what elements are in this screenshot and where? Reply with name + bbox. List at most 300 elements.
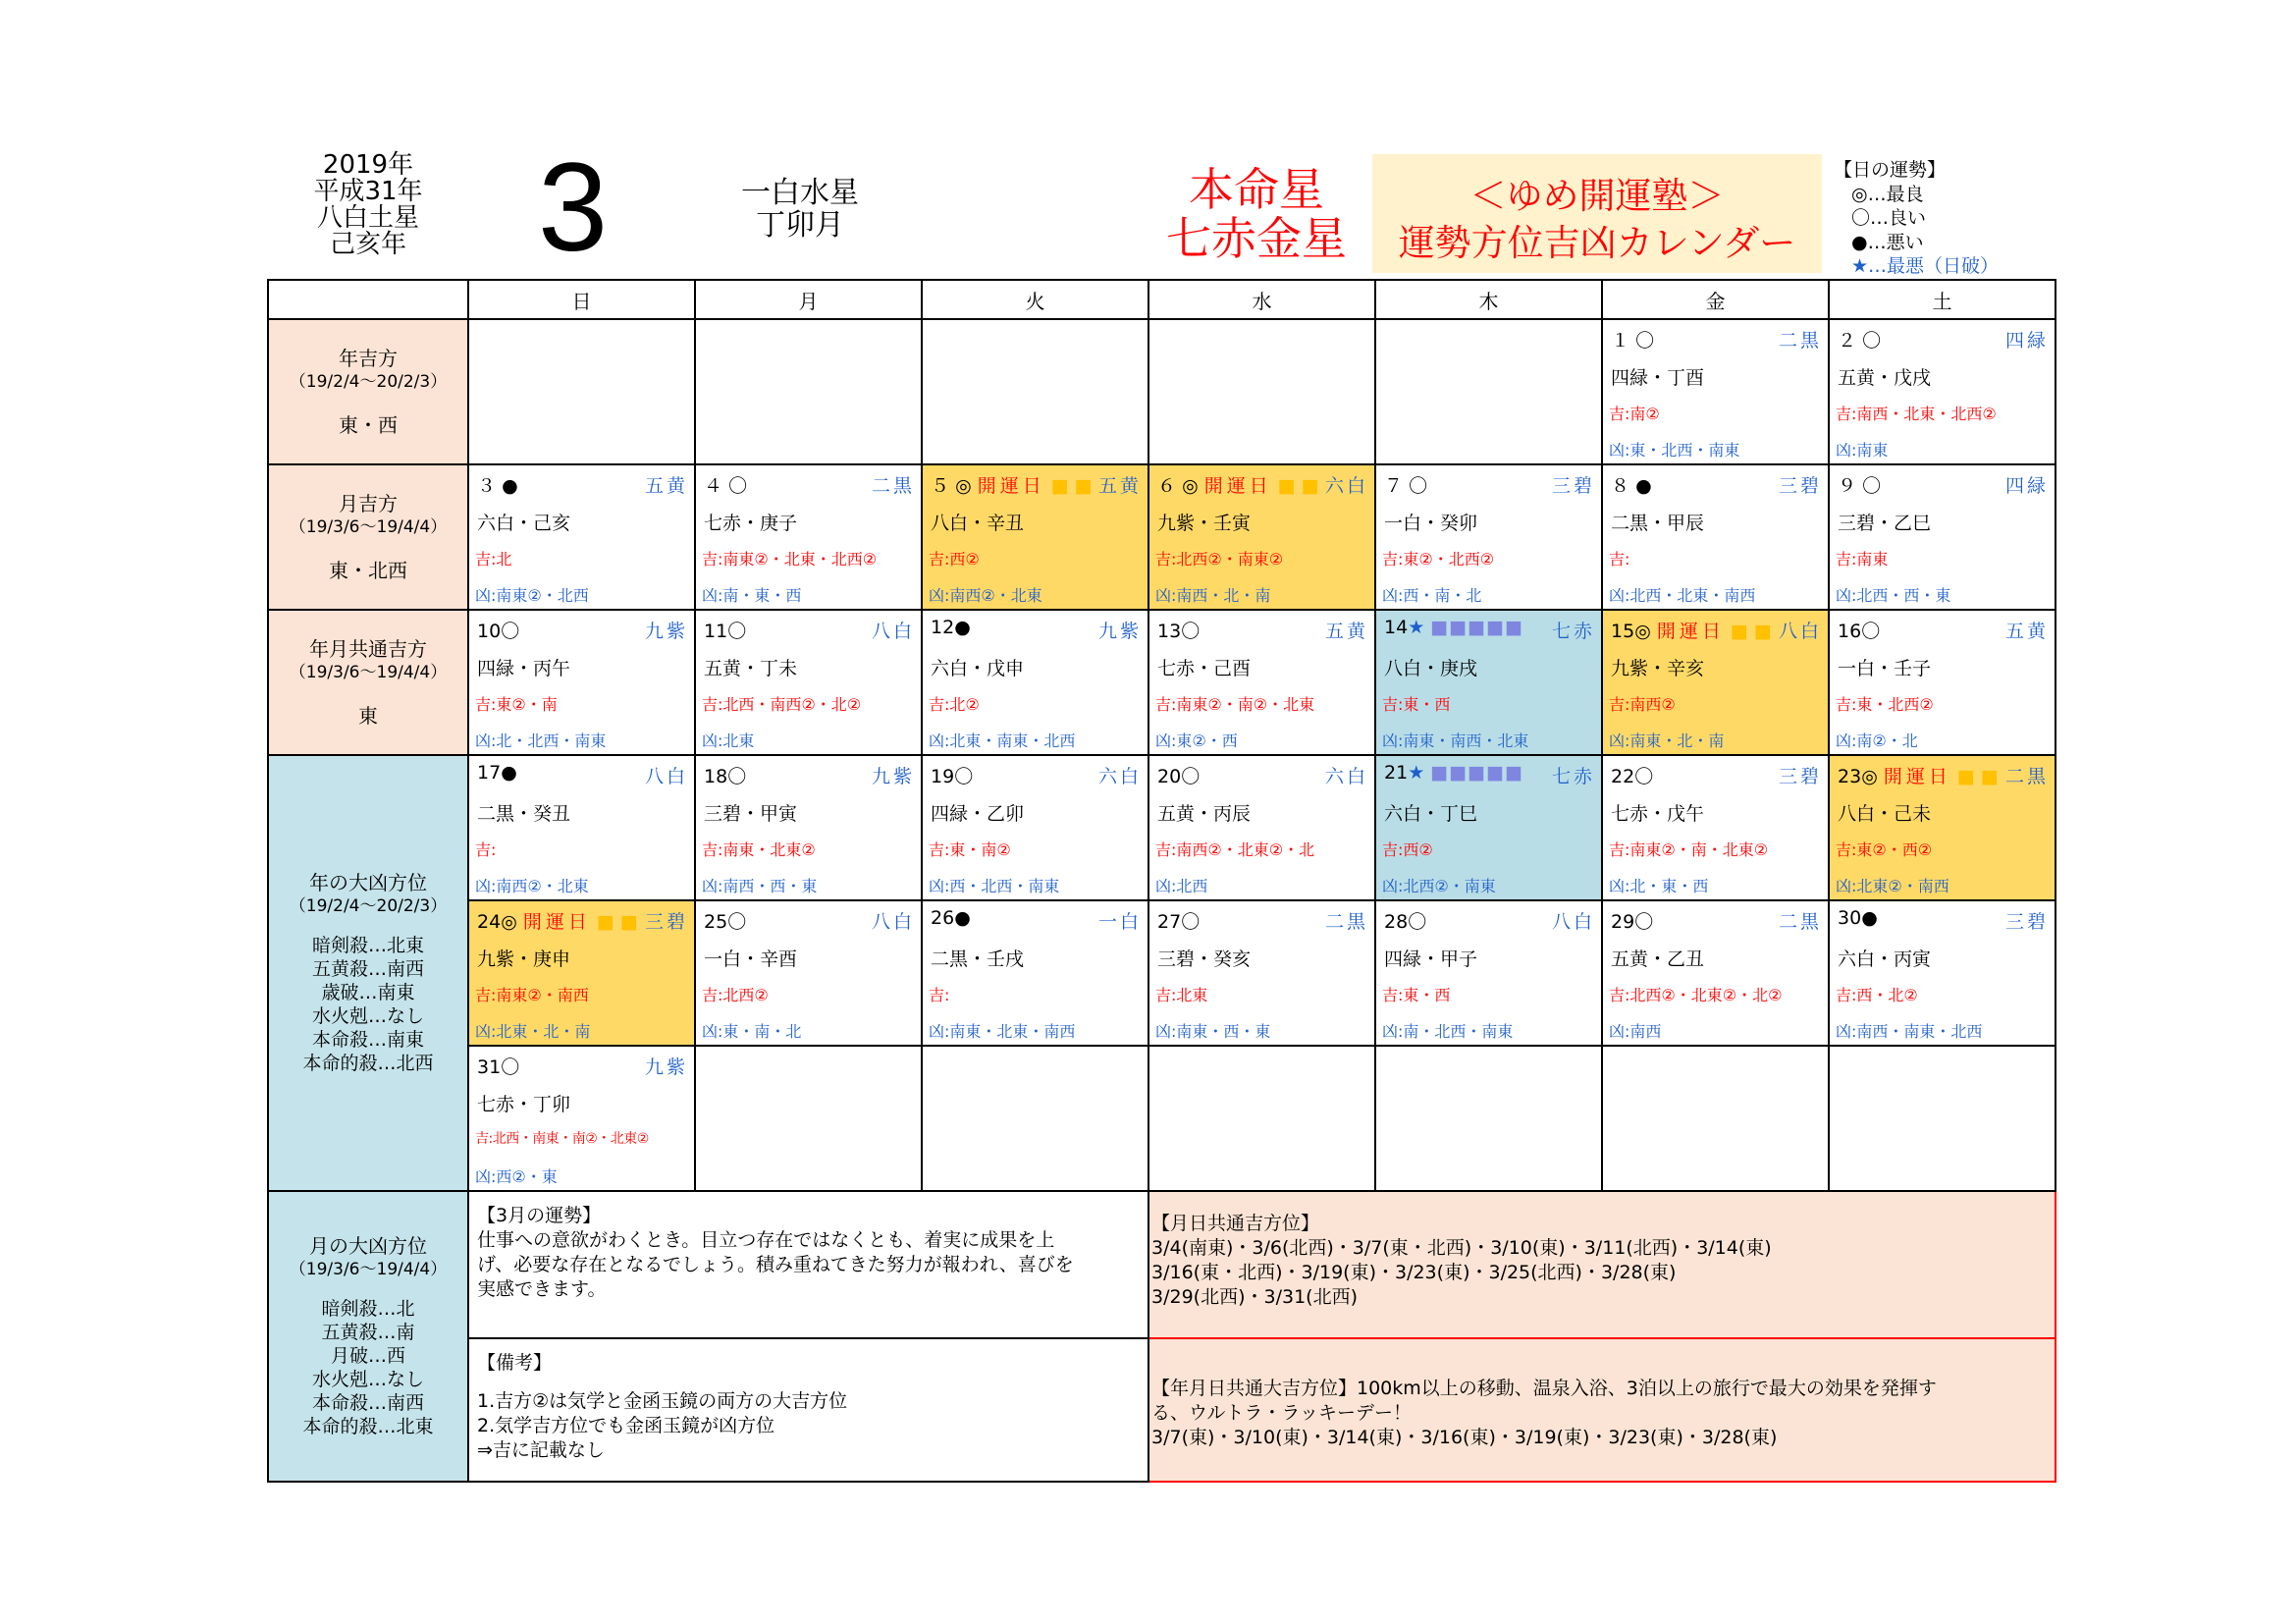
sidebar-line: 暗剣殺…北東	[311, 935, 424, 956]
day-star: 八白	[871, 911, 915, 933]
day-unlucky-direction: 凶:西・北西・南東	[929, 877, 1060, 895]
empty-day-cell	[1148, 319, 1375, 464]
brand-banner	[1372, 154, 1822, 273]
day-lucky-direction: 吉:南東②・南西	[475, 986, 589, 1004]
day-cell-31[interactable]	[468, 1046, 695, 1191]
note-line: 3/4(南東)・3/6(北西)・3/7(東・北西)・3/10(東)・3/11(北西)・3/14(東)	[1151, 1237, 1772, 1259]
day-star: 二黒	[1778, 911, 1822, 933]
sidebar-line: 水火剋…なし	[311, 1005, 424, 1027]
day-cell-15[interactable]	[1602, 610, 1829, 755]
day-lucky-direction: 吉:南東②・北東・北西②	[702, 550, 878, 568]
day-lucky-direction: 吉:南東②・南②・北東	[1155, 695, 1315, 714]
day-lucky-direction: 吉:東②・西②	[1836, 840, 1933, 859]
nippa-squares-icon: ■■■■■	[1430, 762, 1524, 784]
sidebar-line: 歳破…南東	[321, 982, 415, 1003]
sidebar-title: 月の大凶方位	[309, 1234, 427, 1258]
day-unlucky-direction: 凶:北東	[702, 731, 755, 750]
fortune-mark: 〇	[1408, 911, 1427, 933]
day-kanshi: 七赤・戊午	[1611, 803, 1705, 825]
day-header	[1384, 471, 1595, 497]
day-unlucky-direction: 凶:南西・西・東	[702, 877, 818, 895]
day-number: 22	[1611, 766, 1635, 787]
empty-day-cell	[1375, 319, 1602, 464]
calendar-grid	[267, 279, 2056, 1483]
fortune-mark: 〇	[1635, 330, 1655, 352]
day-kanshi: 二黒・壬戌	[931, 948, 1025, 970]
day-number: ４	[704, 475, 723, 497]
kaiun-squares-icon: ■ ■	[1956, 766, 1999, 787]
day-cell-24[interactable]	[468, 900, 695, 1046]
day-star: 八白	[871, 621, 915, 642]
day-cell-10[interactable]	[468, 610, 695, 755]
day-star: 三碧	[1778, 766, 1822, 787]
legend-title: 【日の運勢】	[1834, 159, 1947, 181]
day-lucky-direction: 吉:北東	[1155, 986, 1208, 1004]
kaiun-day-label: 開運日	[977, 475, 1045, 497]
day-number: 16	[1838, 621, 1862, 642]
day-star: 三碧	[644, 911, 688, 933]
day-lucky-direction: 吉:北西・南西②・北②	[702, 695, 862, 714]
day-cell-9[interactable]	[1829, 464, 2056, 610]
day-cell-23[interactable]	[1829, 755, 2056, 900]
note-line: 3/16(東・北西)・3/19(東)・3/23(東)・3/25(北西)・3/28(東)	[1151, 1262, 1677, 1283]
brand-line: 運勢方位吉凶カレンダー	[1398, 222, 1796, 264]
day-unlucky-direction: 凶:南東・南西・北東	[1382, 731, 1529, 750]
day-kanshi: 二黒・甲辰	[1611, 513, 1705, 534]
day-star: 五黄	[1097, 475, 1142, 497]
day-number: 20	[1157, 766, 1182, 787]
day-header	[931, 907, 1142, 933]
sidebar-nengetsu-kichi	[268, 610, 468, 755]
day-cell-2[interactable]	[1829, 319, 2056, 464]
day-cell-21[interactable]	[1375, 755, 1602, 900]
day-kanshi: 七赤・己酉	[1157, 658, 1252, 679]
year-line: 2019年	[322, 150, 414, 180]
day-header	[477, 617, 688, 642]
day-kanshi: 三碧・甲寅	[704, 803, 798, 825]
legend-item: ●…悪い	[1851, 231, 1924, 253]
day-lucky-direction: 吉:北西・南東・南②・北東②	[475, 1131, 649, 1147]
day-unlucky-direction: 凶:北西・北東・南西	[1609, 586, 1756, 605]
month-number: 3	[538, 137, 609, 278]
day-header	[1611, 907, 1822, 933]
sidebar-line: 月破…西	[330, 1345, 405, 1367]
day-lucky-direction: 吉:北西②・北東②・北②	[1609, 986, 1783, 1004]
kaiun-day-label: 開運日	[522, 911, 591, 933]
sidebar-nen-kichi	[268, 319, 468, 464]
day-unlucky-direction: 凶:北東②・南西	[1836, 877, 1949, 895]
day-lucky-direction: 吉:南東・北東②	[702, 840, 816, 859]
day-lucky-direction: 吉:西・北②	[1836, 986, 1918, 1004]
day-unlucky-direction: 凶:東・南・北	[702, 1022, 802, 1041]
year-line: 平成31年	[313, 177, 423, 206]
year-month-day-great-lucky-directions	[1148, 1338, 2056, 1482]
empty-day-cell	[1148, 1046, 1375, 1191]
day-kanshi: 八白・辛丑	[931, 513, 1025, 534]
day-unlucky-direction: 凶:南東・北東・南西	[929, 1022, 1076, 1041]
day-unlucky-direction: 凶:南・北西・南東	[1382, 1022, 1514, 1041]
day-lucky-direction: 吉:	[1609, 550, 1630, 568]
day-unlucky-direction: 凶:南東	[1836, 441, 1889, 460]
fortune-mark: ●	[1861, 907, 1878, 929]
day-header	[1838, 617, 2049, 642]
day-number: ３	[477, 475, 497, 497]
fortune-mark: ◎	[955, 475, 972, 497]
day-kanshi: 三碧・癸亥	[1157, 948, 1252, 970]
day-unlucky-direction: 凶:北東・北・南	[475, 1022, 591, 1041]
sidebar-line: 本命的殺…北西	[302, 1053, 434, 1074]
day-cell-13[interactable]	[1148, 610, 1375, 755]
empty-day-cell	[695, 1046, 922, 1191]
day-kanshi: 九紫・庚申	[477, 948, 571, 970]
legend-item: ◎…最良	[1851, 183, 1924, 205]
day-cell-5[interactable]	[922, 464, 1148, 610]
day-unlucky-direction: 凶:北西②・南東	[1382, 877, 1496, 895]
day-star: 八白	[644, 766, 688, 787]
day-kanshi: 九紫・壬寅	[1157, 513, 1252, 534]
day-cell-4[interactable]	[695, 464, 922, 610]
day-star: 五黄	[2004, 621, 2049, 642]
kaiun-squares-icon: ■ ■	[596, 911, 638, 933]
fortune-mark: 〇	[1861, 621, 1881, 642]
weekday-sun: 日	[468, 280, 695, 319]
day-star: 三碧	[2004, 911, 2049, 933]
day-kanshi: 四緑・丙午	[477, 658, 571, 679]
empty-day-cell	[1829, 1046, 2056, 1191]
week-row	[268, 1046, 2056, 1191]
day-number: ５	[931, 475, 950, 497]
day-kanshi: 七赤・丁卯	[477, 1094, 571, 1115]
day-cell-30[interactable]	[1829, 900, 2056, 1046]
day-star: 九紫	[644, 621, 688, 642]
day-kanshi: 一白・癸卯	[1384, 513, 1478, 534]
sidebar-line: 水火剋…なし	[311, 1369, 424, 1390]
day-star: 二黒	[1324, 911, 1368, 933]
day-kanshi: 五黄・丙辰	[1157, 803, 1252, 825]
day-star: 六白	[1324, 475, 1368, 497]
day-number: ８	[1611, 475, 1630, 497]
weekday-header-row	[268, 280, 2056, 319]
legend-item-worst: ★…最悪（日破）	[1851, 255, 2000, 277]
day-cell-6[interactable]	[1148, 464, 1375, 610]
day-unlucky-direction: 凶:北・東・西	[1609, 877, 1709, 895]
day-header	[1838, 762, 2049, 787]
day-star: 二黒	[871, 475, 915, 497]
day-number: 25	[704, 911, 728, 933]
fortune-mark: 〇	[727, 621, 747, 642]
note-line: ⇒吉に記載なし	[477, 1439, 605, 1461]
day-kanshi: 三碧・乙巳	[1838, 513, 1932, 534]
honmei-title	[1139, 165, 1374, 263]
kaiun-squares-icon: ■ ■	[1277, 475, 1319, 497]
day-lucky-direction: 吉:南東	[1836, 550, 1889, 568]
note-line: 1.吉方②は気学と金函玉鏡の両方の大吉方位	[477, 1390, 848, 1412]
day-header	[1611, 326, 1822, 352]
day-lucky-direction: 吉:南②	[1609, 405, 1660, 423]
day-kanshi: 五黄・戊戌	[1838, 367, 1932, 389]
sidebar-period: （19/2/4～20/2/3）	[289, 372, 448, 392]
day-lucky-direction: 吉:南西②	[1609, 695, 1676, 714]
day-lucky-direction: 吉:南西②・北東②・北	[1155, 840, 1315, 859]
fortune-mark: 〇	[727, 911, 747, 933]
weekday-tue: 火	[922, 280, 1148, 319]
note-title: 【月日共通吉方位】	[1151, 1213, 1320, 1234]
day-cell-26[interactable]	[922, 900, 1148, 1046]
day-header	[1838, 471, 2049, 497]
day-kanshi: 七赤・庚子	[704, 513, 798, 534]
fortune-mark: ◎	[1182, 475, 1199, 497]
day-number: ６	[1157, 475, 1177, 497]
day-kanshi: 四緑・乙卯	[931, 803, 1025, 825]
day-header	[477, 1053, 688, 1078]
day-cell-28[interactable]	[1375, 900, 1602, 1046]
day-cell-1[interactable]	[1602, 319, 1829, 464]
day-star: 一白	[1097, 911, 1142, 933]
sidebar-tsuki-kichi	[268, 464, 468, 610]
fortune-mark: 〇	[728, 475, 748, 497]
day-unlucky-direction: 凶:東・北西・南東	[1609, 441, 1740, 460]
day-cell-20[interactable]	[1148, 755, 1375, 900]
empty-day-cell	[695, 319, 922, 464]
day-header	[931, 762, 1142, 787]
weekday-corner	[268, 280, 468, 319]
day-unlucky-direction: 凶:南西	[1609, 1022, 1662, 1041]
fortune-mark: 〇	[1181, 911, 1201, 933]
fortune-mark: ●	[954, 617, 971, 638]
brand-line: ＜ゆめ開運塾＞	[1469, 175, 1725, 217]
legend-item: 〇…良い	[1851, 207, 1927, 229]
day-number: 21	[1384, 762, 1409, 784]
fortune-mark: 〇	[1634, 911, 1654, 933]
day-star: 八白	[1778, 621, 1822, 642]
day-unlucky-direction: 凶:東②・西	[1155, 731, 1238, 750]
note-title: 【3月の運勢】	[477, 1205, 602, 1226]
sidebar-period: （19/3/6～19/4/4）	[289, 1260, 448, 1279]
weekday-fri: 金	[1602, 280, 1829, 319]
day-number: 30	[1838, 907, 1862, 929]
fortune-mark: 〇	[1181, 621, 1201, 642]
day-kanshi: 八白・己未	[1838, 803, 1932, 825]
sidebar-value: 東・北西	[329, 559, 407, 582]
day-header	[477, 762, 688, 787]
day-unlucky-direction: 凶:南西・南東・北西	[1836, 1022, 1983, 1041]
day-unlucky-direction: 凶:南東②・北西	[475, 586, 589, 605]
day-star: 四緑	[2004, 330, 2049, 352]
day-kanshi: 一白・辛酉	[704, 948, 798, 970]
day-header	[1838, 907, 2049, 933]
day-star: 六白	[1324, 766, 1368, 787]
day-kanshi: 四緑・丁酉	[1611, 367, 1705, 389]
fortune-mark: ●	[502, 475, 518, 497]
day-number: 31	[477, 1056, 502, 1078]
day-star: 二黒	[2004, 766, 2049, 787]
year-info	[294, 152, 442, 258]
fortune-mark: ◎	[501, 911, 517, 933]
fortune-mark: ◎	[1861, 766, 1878, 787]
day-header	[931, 617, 1142, 642]
month-line: 丁卯月	[756, 208, 844, 243]
day-number: 28	[1384, 911, 1409, 933]
week-row	[268, 319, 2056, 464]
honmei-line: 七赤金星	[1166, 212, 1347, 265]
day-header	[1384, 762, 1595, 787]
day-star: 三碧	[1778, 475, 1822, 497]
fortune-mark: 〇	[1862, 330, 1882, 352]
week-row	[268, 464, 2056, 610]
day-number: 11	[704, 621, 728, 642]
day-cell-17[interactable]	[468, 755, 695, 900]
day-cell-19[interactable]	[922, 755, 1148, 900]
day-cell-3[interactable]	[468, 464, 695, 610]
day-kanshi: 五黄・乙丑	[1611, 948, 1705, 970]
day-number: ９	[1838, 475, 1857, 497]
year-line: 八白土星	[316, 203, 419, 233]
day-kanshi: 二黒・癸丑	[477, 803, 571, 825]
note-line: 【年月日共通大吉方位】100km以上の移動、温泉入浴、3泊以上の旅行で最大の効果を発揮す	[1151, 1378, 1937, 1399]
remarks-note	[468, 1338, 1148, 1482]
kaiun-day-label: 開運日	[1656, 621, 1725, 642]
day-kanshi: 五黄・丁未	[704, 658, 798, 679]
note-line: る、ウルトラ・ラッキーデー！	[1151, 1402, 1413, 1424]
week-row	[268, 610, 2056, 755]
day-number: 10	[477, 621, 502, 642]
day-lucky-direction: 吉:東・西	[1382, 986, 1451, 1004]
day-lucky-direction: 吉:北西②	[702, 986, 769, 1004]
day-cell-18[interactable]	[695, 755, 922, 900]
sidebar-period: （19/3/6～19/4/4）	[289, 517, 448, 537]
day-star: 五黄	[1324, 621, 1368, 642]
day-star: 二黒	[1778, 330, 1822, 352]
day-header	[1838, 326, 2049, 352]
day-star: 九紫	[871, 766, 915, 787]
day-lucky-direction: 吉:南西・北東・北西②	[1836, 405, 1997, 423]
note-line: 実感できます。	[477, 1278, 607, 1300]
day-number: 18	[704, 766, 728, 787]
day-unlucky-direction: 凶:北西・西・東	[1836, 586, 1951, 605]
day-cell-11[interactable]	[695, 610, 922, 755]
day-number: 27	[1157, 911, 1182, 933]
day-cell-12[interactable]	[922, 610, 1148, 755]
day-cell-25[interactable]	[695, 900, 922, 1046]
day-unlucky-direction: 凶:南東・西・東	[1155, 1022, 1271, 1041]
day-unlucky-direction: 凶:南東・北・南	[1609, 731, 1725, 750]
kaiun-day-label: 開運日	[1883, 766, 1951, 787]
day-header	[704, 907, 915, 933]
sidebar-value: 東	[358, 704, 378, 728]
day-cell-8[interactable]	[1602, 464, 1829, 610]
day-unlucky-direction: 凶:南西・北・南	[1155, 586, 1271, 605]
day-header	[1157, 762, 1368, 787]
day-number: ２	[1838, 330, 1857, 352]
day-number: 14	[1384, 617, 1409, 638]
day-cell-27[interactable]	[1148, 900, 1375, 1046]
day-kanshi: 六白・丁巳	[1384, 803, 1478, 825]
empty-day-cell	[922, 319, 1148, 464]
month-day-lucky-directions	[1148, 1191, 2056, 1338]
day-header	[477, 471, 688, 497]
month-info	[726, 177, 874, 242]
sidebar-title: 月吉方	[339, 492, 398, 515]
day-kanshi: 九紫・辛亥	[1611, 658, 1705, 679]
note-title: 【備考】	[477, 1352, 553, 1374]
weekday-mon: 月	[695, 280, 922, 319]
empty-day-cell	[468, 319, 695, 464]
day-header	[704, 617, 915, 642]
day-star: 三碧	[1551, 475, 1595, 497]
kaiun-squares-icon: ■ ■	[1050, 475, 1093, 497]
nippa-squares-icon: ■■■■■	[1430, 617, 1524, 638]
day-cell-7[interactable]	[1375, 464, 1602, 610]
day-number: ７	[1384, 475, 1404, 497]
day-lucky-direction: 吉:北	[475, 550, 512, 568]
day-unlucky-direction: 凶:北・北西・南東	[475, 731, 607, 750]
day-header	[1384, 617, 1595, 642]
fortune-legend	[1834, 158, 1999, 279]
day-header	[1157, 907, 1368, 933]
day-cell-22[interactable]	[1602, 755, 1829, 900]
day-cell-29[interactable]	[1602, 900, 1829, 1046]
notes-row-2	[268, 1338, 2056, 1482]
day-lucky-direction: 吉:西②	[1382, 840, 1433, 859]
day-unlucky-direction: 凶:南・東・西	[702, 586, 802, 605]
fortune-mark: 〇	[501, 1056, 520, 1078]
day-kanshi: 六白・戊申	[931, 658, 1025, 679]
fortune-mark: 〇	[501, 621, 520, 642]
day-header	[1611, 762, 1822, 787]
note-line: 仕事への意欲がわくとき。目立つ存在ではなくとも、着実に成果を上	[477, 1229, 1055, 1251]
day-header	[704, 471, 915, 497]
fortune-mark: 〇	[954, 766, 974, 787]
day-number: １	[1611, 330, 1630, 352]
day-kanshi: 八白・庚戌	[1384, 658, 1478, 679]
day-header	[477, 907, 688, 933]
sidebar-line: 暗剣殺…北	[321, 1298, 415, 1320]
day-cell-14[interactable]	[1375, 610, 1602, 755]
empty-day-cell	[922, 1046, 1148, 1191]
day-header	[704, 762, 915, 787]
honmei-line: 本命星	[1189, 163, 1324, 216]
day-lucky-direction: 吉:東・西	[1382, 695, 1451, 714]
fortune-mark: 〇	[1862, 475, 1882, 497]
day-header	[1157, 471, 1368, 497]
day-header	[1611, 617, 1822, 642]
note-line: 3/7(東)・3/10(東)・3/14(東)・3/16(東)・3/19(東)・3/23(東)・3/28(東)	[1151, 1427, 1778, 1448]
sidebar-line: 本命殺…南西	[311, 1392, 424, 1414]
sidebar-nen-kyo	[268, 755, 468, 1191]
day-number: 29	[1611, 911, 1635, 933]
sidebar-period: （19/2/4～20/2/3）	[289, 896, 448, 916]
note-line: げ、必要な存在となるでしょう。積み重ねてきた努力が報われ、喜びを	[477, 1254, 1074, 1275]
day-kanshi: 一白・壬子	[1838, 658, 1932, 679]
day-unlucky-direction: 凶:南西②・北東	[929, 586, 1042, 605]
weekday-thu: 木	[1375, 280, 1602, 319]
day-lucky-direction: 吉:東②・南	[475, 695, 558, 714]
sidebar-title: 年月共通吉方	[309, 637, 427, 661]
fortune-mark: 〇	[1634, 766, 1654, 787]
day-kanshi: 六白・丙寅	[1838, 948, 1932, 970]
empty-day-cell	[1375, 1046, 1602, 1191]
sidebar-value: 東・西	[339, 413, 398, 437]
day-lucky-direction: 吉:東②・北西②	[1382, 550, 1495, 568]
fortune-mark: ●	[954, 907, 971, 929]
day-unlucky-direction: 凶:南西②・北東	[475, 877, 589, 895]
fortune-mark: ◎	[1634, 621, 1651, 642]
day-unlucky-direction: 凶:西・南・北	[1382, 586, 1482, 605]
day-number: 13	[1157, 621, 1182, 642]
day-cell-16[interactable]	[1829, 610, 2056, 755]
sidebar-title: 年吉方	[339, 347, 398, 370]
notes-row-1	[268, 1191, 2056, 1338]
